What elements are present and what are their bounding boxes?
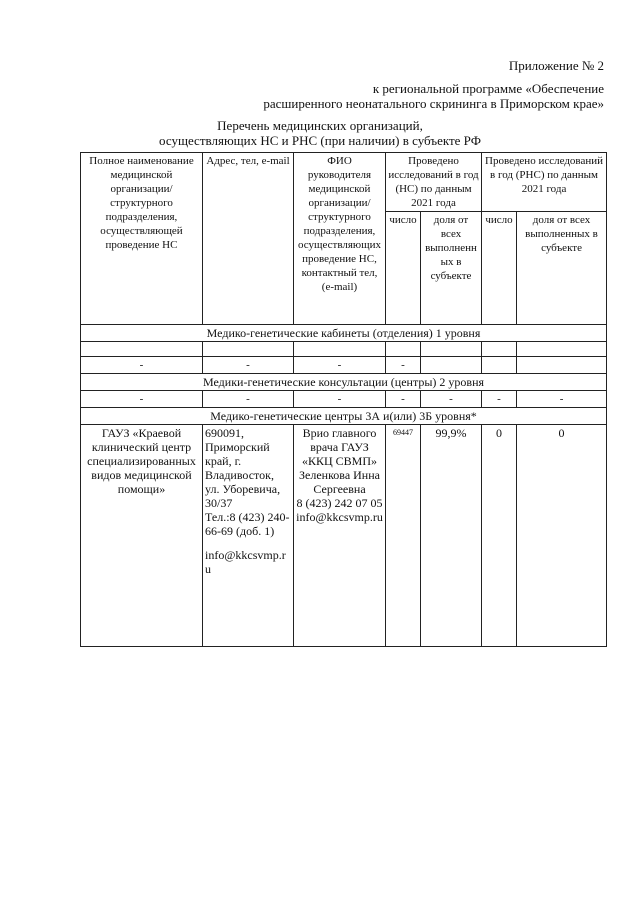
table-row-dash-level1 xyxy=(81,357,607,374)
section-row-level1 xyxy=(81,325,607,342)
cell-ns-count: 69447 xyxy=(386,425,421,647)
cell-dash: - xyxy=(386,391,421,408)
section-level2: Медики-генетические консультации (центры) 2 уровня xyxy=(81,374,607,391)
cell-dash: - xyxy=(482,391,517,408)
cell-rns-count: 0 xyxy=(482,425,517,647)
document-title-line-1: Перечень медицинских организаций, xyxy=(217,118,423,133)
cell-dash: - xyxy=(294,391,386,408)
head-phone: 8 (423) 242 07 05 xyxy=(296,496,383,510)
cell-dash: - xyxy=(294,357,386,374)
cell-head xyxy=(294,425,386,647)
header-rns-share: доля от всех выполненных в субъекте xyxy=(517,212,607,325)
cell-dash: - xyxy=(421,391,482,408)
address-text: 690091, Приморский край, г. Владивосток, ул. Уборевича, 30/37 xyxy=(205,426,281,510)
program-line-2: расширенного неонатального скрининга в Приморском крае» xyxy=(263,96,604,111)
document-title-line-2: осуществляющих НС и РНС (при наличии) в субъекте РФ xyxy=(159,133,481,148)
organizations-table xyxy=(80,152,607,647)
table-row-organization xyxy=(81,425,607,647)
cell-ns-share: 99,9% xyxy=(421,425,482,647)
cell-dash: - xyxy=(203,357,294,374)
header-ns-group: Проведено исследований в год (НС) по данным 2021 года xyxy=(386,153,482,212)
header-rns-count: число xyxy=(482,212,517,325)
cell-rns-share: 0 xyxy=(517,425,607,647)
program-line-1: к региональной программе «Обеспечение xyxy=(372,81,604,96)
section-level1: Медико-генетические кабинеты (отделения) 1 уровня xyxy=(81,325,607,342)
header-ns-share: доля от всех выполненных в субъекте xyxy=(421,212,482,325)
header-ns-count: число xyxy=(386,212,421,325)
cell-dash: - xyxy=(81,357,203,374)
table-row-dash-level2 xyxy=(81,391,607,408)
cell-dash: - xyxy=(203,391,294,408)
section-level3: Медико-генетические центры 3А и(или) 3Б уровня* xyxy=(81,408,607,425)
address-phone: Тел.:8 (423) 240-66-69 (доб. 1) xyxy=(205,510,290,538)
cell-address xyxy=(203,425,294,647)
cell-dash: - xyxy=(386,357,421,374)
cell-org-name: ГАУЗ «Краевой клинический центр специализированных видов медицинской помощи» xyxy=(81,425,203,647)
header-address: Адрес, тел, e-mail xyxy=(203,153,294,325)
cell-dash: - xyxy=(81,391,203,408)
head-email: info@kkcsvmp.ru xyxy=(296,510,383,524)
head-name: Врио главного врача ГАУЗ «ККЦ СВМП» Зеленкова Инна Сергеевна xyxy=(299,426,380,496)
appendix-label: Приложение № 2 xyxy=(508,58,604,73)
header-head: ФИО руководителя медицинской организации/ структурного подразделения, осуществляющих проведение НС, контактный тел, (e-mail) xyxy=(294,153,386,325)
address-email: info@kkcsvmp.ru xyxy=(205,548,286,576)
header-rns-group: Проведено исследований в год (РНС) по данным 2021 года xyxy=(482,153,607,212)
header-org-name: Полное наименование медицинской организации/ структурного подразделения, осуществляющей проведение НС xyxy=(81,153,203,325)
section-row-level2 xyxy=(81,374,607,391)
table-header-row xyxy=(81,153,607,212)
table-row-empty xyxy=(81,342,607,357)
cell-dash: - xyxy=(517,391,607,408)
section-row-level3 xyxy=(81,408,607,425)
